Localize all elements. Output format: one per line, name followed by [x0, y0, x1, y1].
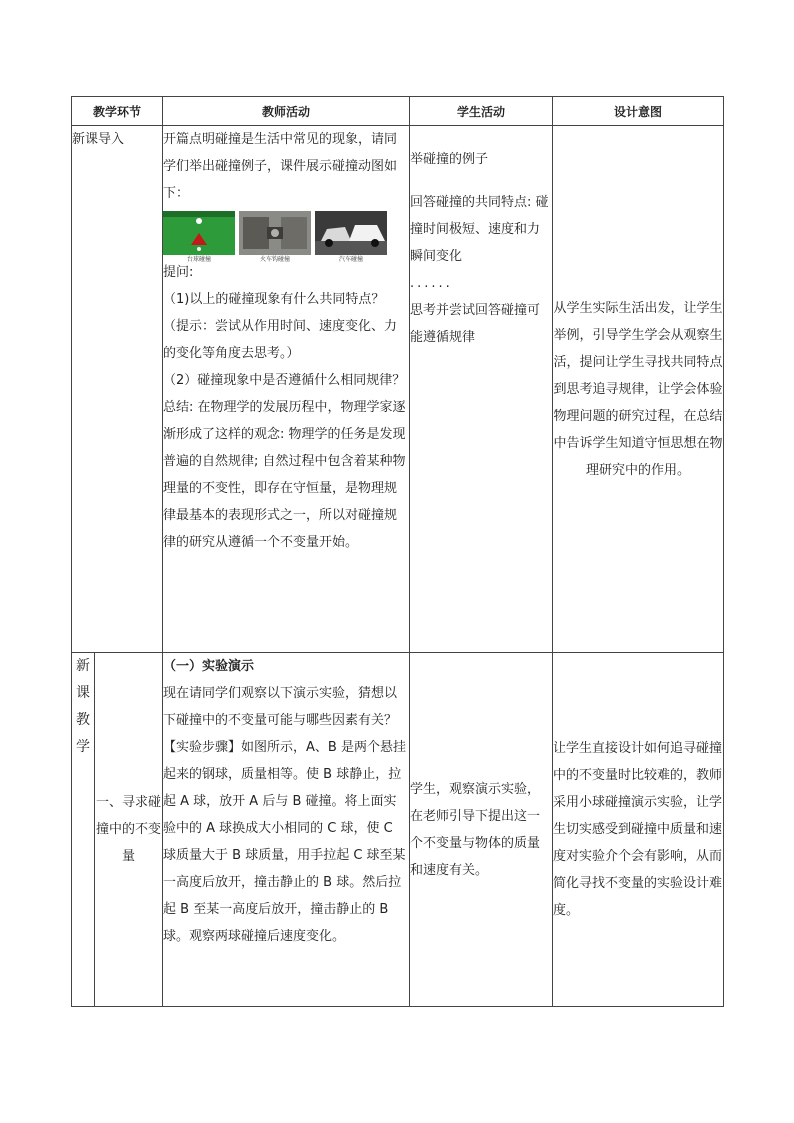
lesson-plan-table [71, 96, 724, 1007]
student-think: 思考并尝试回答碰撞可能遵循规律 [410, 303, 541, 345]
summary-text: 总结: 在物理学的发展历程中，物理学家逐渐形成了这样的观念: 物理学的任务是发现普遍的自然规律; 自然过程中包含着某种物理量的不变性，即存在守恒量，是物理规律最基本的表现形式之一，所以对碰撞规律的研究从遵循一个不变量开始。 [163, 400, 406, 550]
image-billiards [163, 211, 235, 265]
student-experiment: 学生，观察演示实验，在老师引导下提出这一个不变量与物体的质量和速度有关。 [410, 653, 553, 1007]
stage-intro: 新课导入 [72, 126, 163, 653]
ask-label: 提问: [163, 265, 194, 280]
train-coupler-image [239, 211, 311, 255]
row-new-lesson [72, 653, 724, 1007]
teacher-experiment-cell [163, 653, 410, 1007]
experiment-intro: 现在请同学们观察以下演示实验，猜想以下碰撞中的不变量可能与哪些因素有关？ [163, 686, 398, 728]
caption-billiards: 台球碰撞 [187, 256, 212, 263]
stage-char-3: 教 [76, 712, 90, 728]
question-1: （1)以上的碰撞现象有什么共同特点？ [163, 292, 385, 307]
experiment-steps: 【实验步骤】如图所示，A、B 是两个悬挂起来的钢球，质量相等。使 B 球静止，拉起 A 球，放开 A 后与 B 碰撞。将上面实验中的 A 球换成大小相同的 C 球，使 C 球质量大于 B 球质量，用手拉起 C 球至某一高度后放开，撞击静止的 B 球。然后拉起 B 至某一高度后放开，撞击静止的 B 球。观察两球碰撞后速度变化。 [163, 740, 406, 944]
header-student: 学生活动 [410, 97, 553, 126]
caption-car: 汽车碰撞 [339, 256, 364, 263]
question-2: （2）碰撞现象中是否遵循什么相同规律？ [163, 373, 406, 388]
student-intro-cell [410, 126, 553, 653]
image-train [239, 211, 311, 265]
header-stage: 教学环节 [72, 97, 163, 126]
subsection-title: 一、寻求碰撞中的不变量 [95, 653, 163, 1007]
teacher-intro-text: 开篇点明碰撞是生活中常见的现象，请同学们举出碰撞例子，课件展示碰撞动图如下： [163, 132, 398, 201]
design-intro: 从学生实际生活出发，让学生举例，引导学生学会从观察生活，提问让学生寻找共同特点到思考追寻规律，让学会体验物理问题的研究过程，在总结中告诉学生知道守恒思想在物理研究中的作用。 [553, 126, 724, 653]
teacher-intro-cell [163, 126, 410, 653]
caption-train: 火车钩碰撞 [260, 256, 291, 263]
header-row [72, 97, 724, 126]
stage-char-4: 学 [76, 739, 90, 755]
hint-text: （提示：尝试从作用时间、速度变化、力的变化等角度去思考。） [163, 319, 398, 361]
stage-new-lesson [72, 653, 95, 1007]
stage-char-1: 新 [76, 658, 90, 674]
student-answer: 回答碰撞的共同特点: 碰撞时间极短、速度和力瞬间变化 [410, 195, 549, 264]
student-dots: ...... [410, 276, 453, 291]
billiards-image [163, 211, 235, 255]
student-example: 举碰撞的例子 [410, 152, 489, 167]
car-crash-image [315, 211, 387, 255]
experiment-title: （一）实验演示 [163, 659, 255, 674]
design-experiment: 让学生直接设计如何追寻碰撞中的不变量时比较难的，教师采用小球碰撞演示实验，让学生切实感受到碰撞中质量和速度对实验介个会有影响，从而简化寻找不变量的实验设计难度。 [553, 653, 724, 1007]
collision-images [163, 211, 409, 265]
image-car [315, 211, 387, 265]
header-design: 设计意图 [553, 97, 724, 126]
row-intro [72, 126, 724, 653]
stage-char-2: 课 [76, 685, 90, 701]
header-teacher: 教师活动 [163, 97, 410, 126]
